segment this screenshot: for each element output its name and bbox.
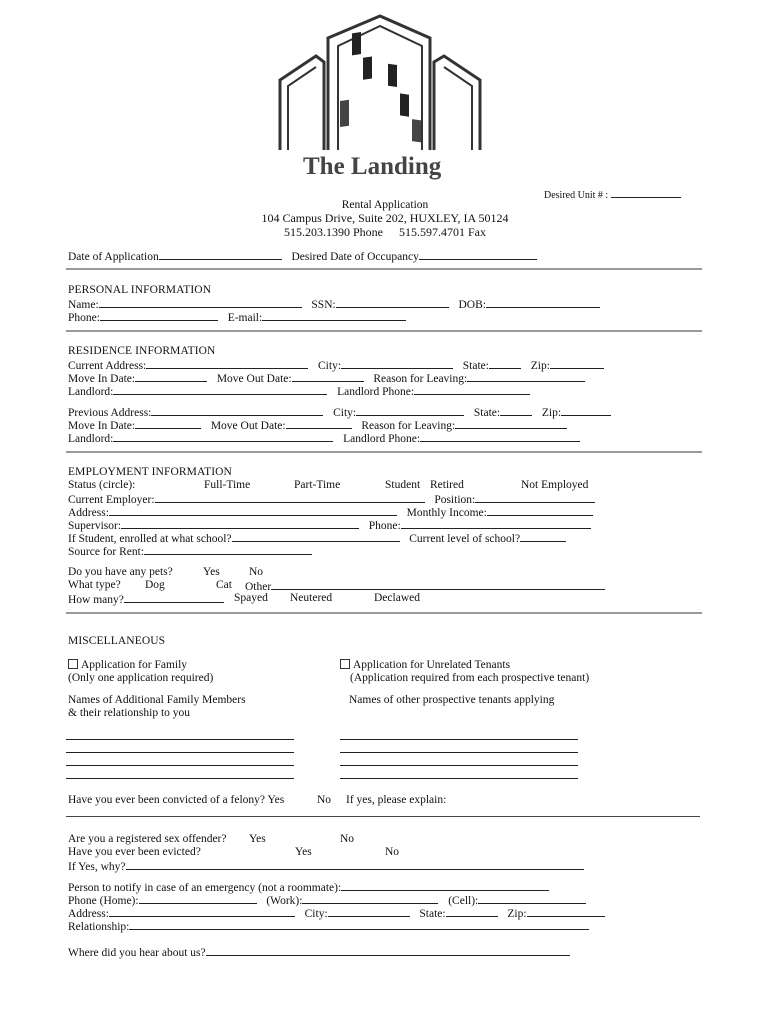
supervisor-phone-label: Phone: — [368, 520, 401, 532]
company-phones — [0, 226, 770, 239]
family-name-line[interactable] — [66, 778, 294, 779]
phone-label: Phone: — [68, 312, 100, 324]
prev-landlord-field[interactable] — [113, 431, 333, 442]
status-part-time[interactable]: Part-Time — [294, 479, 341, 491]
prev-move-in-field[interactable] — [135, 418, 201, 429]
employer-label: Current Employer: — [68, 494, 155, 506]
zip-label: Zip: — [530, 360, 550, 372]
felony-question: Have you ever been convicted of a felony? Yes — [68, 794, 285, 806]
em-city-field[interactable] — [328, 906, 410, 917]
pet-other-label: Other — [245, 581, 272, 593]
dob-label: DOB: — [458, 299, 486, 311]
prev-reason-field[interactable] — [455, 418, 567, 429]
prev-move-out-field[interactable] — [286, 418, 352, 429]
notify-label: Person to notify in case of an emergency (not a roommate): — [68, 882, 342, 894]
evicted-question: Have you ever been evicted? — [68, 846, 201, 858]
prev-landlord-phone-field[interactable] — [420, 431, 580, 442]
position-field[interactable] — [475, 492, 595, 503]
why-field[interactable] — [126, 859, 584, 870]
employment-heading: EMPLOYMENT INFORMATION — [68, 466, 232, 478]
pets-question: Do you have any pets? — [68, 566, 173, 578]
relationship-label: Relationship: — [68, 921, 130, 933]
home-phone-label: Phone (Home): — [68, 895, 139, 907]
desired-unit-label: Desired Unit # : — [544, 190, 609, 201]
previous-address-field[interactable] — [151, 405, 323, 416]
em-address-label: Address: — [68, 908, 109, 920]
divider — [66, 612, 702, 614]
source-label: Source for Rent: — [68, 546, 145, 558]
prev-landlord-phone-label: Landlord Phone: — [343, 433, 421, 445]
top-fields-row — [68, 249, 537, 264]
move-out-label: Move Out Date: — [216, 373, 292, 385]
status-not-employed[interactable]: Not Employed — [521, 479, 589, 491]
evicted-no[interactable]: No — [385, 846, 400, 858]
status-student[interactable]: Student — [385, 479, 421, 491]
hear-about-row — [68, 945, 570, 960]
state-field[interactable] — [489, 358, 521, 369]
logo-text: The Landing — [303, 153, 442, 180]
family-rel-label: & their relationship to you — [68, 707, 191, 719]
school-field[interactable] — [232, 531, 400, 542]
zip-field[interactable] — [550, 358, 604, 369]
cell-phone-field[interactable] — [478, 893, 586, 904]
ssn-label: SSN: — [311, 299, 336, 311]
personal-row-2 — [68, 310, 406, 325]
date-of-application-field[interactable] — [159, 249, 282, 260]
prev-zip-label: Zip: — [541, 407, 562, 419]
prev-state-field[interactable] — [500, 405, 532, 416]
sex-offender-yes[interactable]: Yes — [249, 833, 266, 845]
prev-reason-label: Reason for Leaving: — [361, 420, 456, 432]
em-address-field[interactable] — [109, 906, 295, 917]
sex-offender-question: Are you a registered sex offender? — [68, 833, 227, 845]
previous-landlord-row — [68, 431, 580, 446]
ssn-field[interactable] — [336, 297, 449, 308]
form-title: Rental Application — [341, 199, 429, 211]
felony-explain-line[interactable] — [66, 816, 700, 817]
unrelated-option[interactable] — [340, 659, 510, 672]
work-phone-field[interactable] — [302, 893, 438, 904]
desired-occupancy-field[interactable] — [419, 249, 537, 260]
home-phone-field[interactable] — [139, 893, 257, 904]
status-retired[interactable]: Retired — [430, 479, 464, 491]
emp-address-field[interactable] — [109, 505, 397, 516]
prev-move-in-label: Move In Date: — [68, 420, 136, 432]
felony-no[interactable]: No — [317, 794, 332, 806]
family-name-line[interactable] — [66, 739, 294, 740]
pets-yes[interactable]: Yes — [203, 566, 220, 578]
city-label: City: — [318, 360, 342, 372]
personal-heading: PERSONAL INFORMATION — [68, 284, 212, 296]
why-row — [68, 859, 584, 874]
desired-unit-field[interactable] — [611, 187, 681, 198]
income-label: Monthly Income: — [406, 507, 487, 519]
date-of-application-label: Date of Application — [68, 251, 159, 263]
phone-field[interactable] — [100, 310, 218, 321]
reason-field[interactable] — [467, 371, 585, 382]
name-field[interactable] — [99, 297, 302, 308]
em-zip-label: Zip: — [507, 908, 527, 920]
how-many-row — [68, 592, 224, 607]
desired-occupancy-label: Desired Date of Occupancy — [291, 251, 419, 263]
source-row — [68, 544, 312, 559]
supervisor-label: Supervisor: — [68, 520, 122, 532]
em-zip-field[interactable] — [527, 906, 605, 917]
residence-heading: RESIDENCE INFORMATION — [68, 345, 216, 357]
landlord-phone-field[interactable] — [414, 384, 530, 395]
school-label: If Student, enrolled at what school? — [68, 533, 232, 545]
prev-landlord-label: Landlord: — [68, 433, 114, 445]
notify-field[interactable] — [341, 880, 549, 891]
current-landlord-row — [68, 384, 530, 399]
pet-cat[interactable]: Cat — [216, 579, 232, 591]
unrelated-option-label: Application for Unrelated Tenants — [353, 659, 511, 671]
tenant-name-line[interactable] — [340, 752, 578, 753]
prev-city-field[interactable] — [356, 405, 464, 416]
landlord-phone-label: Landlord Phone: — [337, 386, 415, 398]
employer-field[interactable] — [155, 492, 425, 503]
how-many-field[interactable] — [124, 592, 224, 603]
tenant-name-line[interactable] — [340, 739, 578, 740]
reason-label: Reason for Leaving: — [373, 373, 468, 385]
unrelated-checkbox[interactable] — [340, 659, 350, 669]
tenant-name-line[interactable] — [340, 765, 578, 766]
pet-dog[interactable]: Dog — [145, 579, 165, 591]
name-label: Name: — [68, 299, 99, 311]
company-fax: 515.597.4701 Fax — [399, 225, 486, 239]
previous-address-label: Previous Address: — [68, 407, 152, 419]
status-full-time[interactable]: Full-Time — [204, 479, 251, 491]
pet-neutered[interactable]: Neutered — [290, 592, 333, 604]
evicted-yes[interactable]: Yes — [295, 846, 312, 858]
company-phone: 515.203.1390 Phone — [284, 225, 383, 239]
how-many-label: How many? — [68, 594, 124, 606]
landlord-label: Landlord: — [68, 386, 114, 398]
prev-zip-field[interactable] — [561, 405, 611, 416]
move-out-field[interactable] — [292, 371, 364, 382]
status-label: Status (circle): — [68, 479, 136, 491]
dob-field[interactable] — [486, 297, 600, 308]
what-type-label: What type? — [68, 579, 121, 591]
em-state-field[interactable] — [446, 906, 498, 917]
current-address-field[interactable] — [146, 358, 308, 369]
move-in-label: Move In Date: — [68, 373, 136, 385]
relationship-row — [68, 919, 589, 934]
city-field[interactable] — [341, 358, 453, 369]
divider — [66, 330, 702, 332]
position-label: Position: — [434, 494, 476, 506]
prev-move-out-label: Move Out Date: — [210, 420, 286, 432]
school-level-field[interactable] — [520, 531, 566, 542]
unrelated-note: (Application required from each prospective tenant) — [350, 672, 590, 684]
em-city-label: City: — [304, 908, 328, 920]
divider — [66, 268, 702, 270]
supervisor-field[interactable] — [121, 518, 359, 529]
tenant-name-line[interactable] — [340, 778, 578, 779]
hear-about-field[interactable] — [206, 945, 570, 956]
sex-offender-no[interactable]: No — [340, 833, 355, 845]
family-name-line[interactable] — [66, 752, 294, 753]
school-level-label: Current level of school? — [409, 533, 521, 545]
tenant-names-label: Names of other prospective tenants applying — [349, 694, 555, 706]
misc-heading: MISCELLANEOUS — [68, 635, 166, 647]
divider — [66, 451, 702, 453]
relationship-field[interactable] — [129, 919, 589, 930]
landlord-field[interactable] — [113, 384, 327, 395]
emp-address-label: Address: — [68, 507, 109, 519]
source-field[interactable] — [144, 544, 312, 555]
pets-no[interactable]: No — [249, 566, 264, 578]
supervisor-phone-field[interactable] — [401, 518, 591, 529]
email-label: E-mail: — [227, 312, 263, 324]
email-field[interactable] — [262, 310, 406, 321]
family-option[interactable] — [68, 659, 187, 672]
family-names-label: Names of Additional Family Members — [68, 694, 246, 706]
pet-declawed[interactable]: Declawed — [374, 592, 420, 604]
income-field[interactable] — [487, 505, 593, 516]
pet-spayed[interactable]: Spayed — [234, 592, 268, 604]
company-address: 104 Campus Drive, Suite 202, HUXLEY, IA 50124 — [261, 211, 509, 225]
family-option-label: Application for Family — [81, 659, 188, 671]
em-state-label: State: — [419, 908, 446, 920]
cell-phone-label: (Cell): — [448, 895, 479, 907]
hear-about-label: Where did you hear about us? — [68, 947, 206, 959]
current-address-label: Current Address: — [68, 360, 147, 372]
work-phone-label: (Work): — [266, 895, 303, 907]
prev-city-label: City: — [333, 407, 357, 419]
felony-explain-label: If yes, please explain: — [346, 794, 447, 806]
family-name-line[interactable] — [66, 765, 294, 766]
pet-other-field[interactable] — [271, 579, 605, 590]
state-label: State: — [462, 360, 489, 372]
family-note: (Only one application required) — [68, 672, 214, 684]
move-in-field[interactable] — [135, 371, 207, 382]
building-logo — [276, 12, 486, 152]
why-label: If Yes, why? — [68, 861, 126, 873]
prev-state-label: State: — [473, 407, 501, 419]
family-checkbox[interactable] — [68, 659, 78, 669]
